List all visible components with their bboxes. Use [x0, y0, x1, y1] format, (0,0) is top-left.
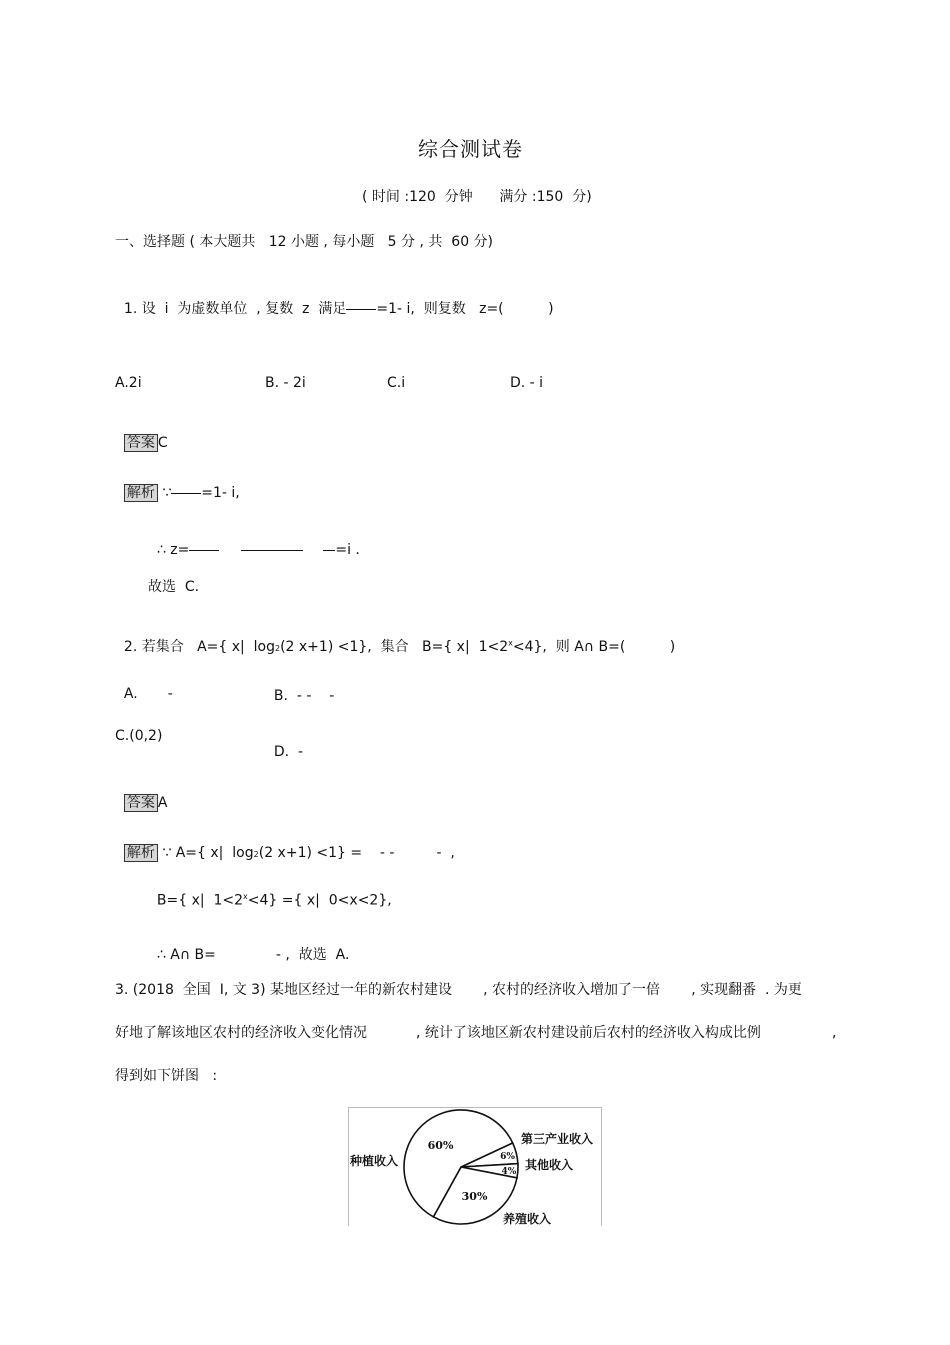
q1-option-c: C.i — [387, 375, 406, 391]
q1-stem-end: =1- i, 则复数 z=( ) — [376, 301, 554, 317]
q1-stem-start: 1. 设 i 为虚数单位 , 复数 z 满足 — [123, 301, 347, 317]
q2-option-d-label: D. — [273, 744, 290, 760]
q1-analysis-because: ∵ — [162, 485, 172, 501]
q2-analysis2-a: B={ x| 1<2 — [156, 892, 244, 909]
pie-category-label-1: 养殖收入 — [503, 1212, 552, 1226]
q2-analysis-b: (2 x+1) <1} = - - — [258, 845, 395, 861]
q2-answer-line — [115, 776, 167, 812]
pie-value-label-3: 6% — [500, 1152, 515, 1163]
q2-analysis-log-base: 2 — [253, 850, 259, 859]
q2-analysis3-b: - , 故选 A. — [275, 947, 350, 963]
q1-analysis-fraction — [171, 493, 201, 494]
pie-category-label-2: 其他收入 — [525, 1158, 574, 1172]
q2-stem-mid: (2 x+1) <1}, 集合 B={ x| 1<2 — [280, 639, 509, 655]
section-heading: 一、选择题 ( 本大题共 12 小题 , 每小题 5 分 , 共 60 分) — [115, 234, 494, 250]
pie-value-label-2: 4% — [501, 1167, 517, 1178]
q2-analysis-a: ∵ A={ x| log — [162, 845, 254, 861]
question-1-stem — [115, 282, 554, 318]
q2-analysis-c: - , — [436, 845, 455, 861]
q1-analysis-result: =i . — [335, 542, 360, 558]
answer-tag: 答案 — [124, 434, 158, 452]
q2-log-base: 2 — [274, 644, 281, 653]
q1-analysis-z: ∴ z= — [156, 542, 190, 558]
q2-analysis-line3 — [148, 928, 349, 964]
q3-line-2: 好地了解该地区农村的经济收入变化情况 , 统计了该地区新农村建设前后农村的经济收入构成比例 , — [115, 1025, 837, 1041]
q2-option-b — [265, 672, 334, 704]
q1-fraction-b — [241, 550, 303, 551]
q2-option-d — [265, 728, 303, 760]
q2-analysis-line2 — [148, 876, 392, 909]
analysis-tag: 解析 — [124, 844, 158, 862]
q1-analysis-line1 — [115, 466, 240, 502]
q1-option-d: D. - i — [510, 375, 544, 391]
pie-chart — [349, 1108, 601, 1226]
q2-option-b-label: B. — [273, 688, 288, 704]
answer-tag: 答案 — [124, 794, 158, 812]
pie-category-label-3: 第三产业收入 — [521, 1132, 594, 1146]
q3-line-1: 3. (2018 全国 Ⅰ, 文 3) 某地区经过一年的新农村建设 , 农村的经济收入增加了一倍 , 实现翻番 . 为更 — [115, 982, 802, 998]
q1-option-b: B. - 2i — [265, 375, 306, 391]
q1-answer: C — [157, 435, 168, 451]
q2-analysis3-a: ∴ A∩ B= — [156, 947, 216, 963]
q2-analysis2-b: <4} ={ x| 0<x<2}, — [247, 892, 392, 909]
q2-option-b-value: - - - — [296, 688, 335, 704]
q2-stem-end: <4}, 则 A∩ B=( ) — [512, 639, 676, 655]
question-2-stem — [115, 620, 675, 656]
q1-answer-line — [115, 416, 168, 452]
q1-conclusion: 故选 C. — [148, 579, 200, 595]
q2-option-d-value: - — [298, 744, 304, 760]
q3-line-3: 得到如下饼图 : — [115, 1068, 218, 1084]
q2-analysis2-exponent: x — [243, 892, 248, 901]
q2-option-a-value: - — [167, 686, 173, 702]
q1-fraction — [346, 309, 376, 310]
q2-answer: A — [157, 795, 168, 811]
q2-option-a-label: A. — [123, 686, 138, 702]
q1-fraction-c — [323, 550, 335, 551]
page-title: 综合测试卷 — [418, 137, 523, 161]
pie-chart-frame — [348, 1107, 602, 1226]
q1-analysis-eq: =1- i, — [201, 485, 240, 501]
q2-exponent: x — [508, 638, 513, 648]
q2-analysis-line1 — [115, 826, 455, 862]
q2-option-c: C.(0,2) — [115, 728, 163, 744]
q2-stem-start: 2. 若集合 A={ x| log — [123, 639, 275, 655]
q1-analysis-line2 — [148, 526, 360, 558]
q1-fraction-a — [189, 550, 219, 551]
exam-info: ( 时间 :120 分钟 满分 :150 分) — [362, 189, 592, 205]
pie-category-label-0: 种植收入 — [350, 1154, 399, 1168]
pie-value-label-0: 60% — [427, 1139, 454, 1153]
pie-value-label-1: 30% — [461, 1190, 488, 1204]
q2-option-a — [115, 670, 173, 702]
analysis-tag: 解析 — [124, 484, 158, 502]
q1-option-a: A.2i — [115, 375, 142, 391]
